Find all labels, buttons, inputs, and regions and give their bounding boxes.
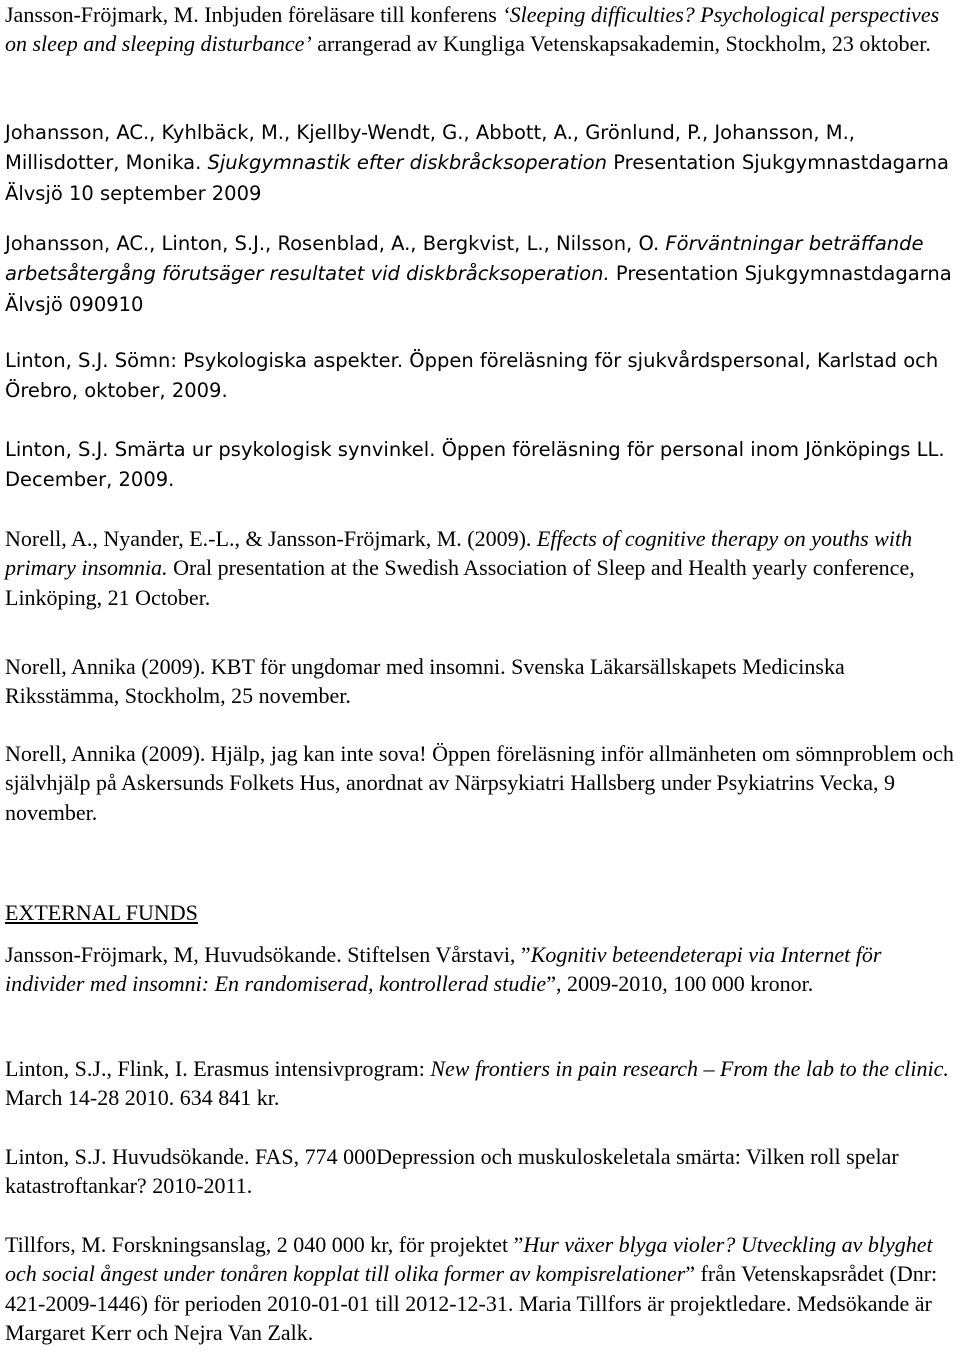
fund-entry <box>5 1230 955 1347</box>
reference-entry <box>5 434 955 495</box>
reference-text: Linton, S.J. Sömn: Psykologiska aspekter. Öppen föreläsning för sjukvårdspersonal, Karlstad och Örebro, oktober, 2009. <box>5 349 939 403</box>
fund-text: ”, 2009-2010, 100 000 kronor. <box>546 971 814 997</box>
reference-entry <box>5 228 955 319</box>
reference-entry <box>5 0 955 59</box>
reference-entry <box>5 524 955 612</box>
reference-entry <box>5 345 955 406</box>
fund-text: March 14-28 2010. 634 841 kr. <box>5 1085 280 1111</box>
reference-text: arrangerad av Kungliga Vetenskapsakademin, Stockholm, 23 oktober. <box>311 31 931 57</box>
fund-entry <box>5 1054 955 1113</box>
fund-title: Kognitiv beteendeterapi via Internet för individer med insomni: En randomiserad, kontrollerad studie <box>5 942 882 997</box>
reference-text: Norell, Annika (2009). Hjälp, jag kan inte sova! Öppen föreläsning inför allmänheten om sömnproblem och självhjälp på Askersunds Folkets Hus, anordnat av Närpsykiatri Hallsberg under Psykiatrins Vecka, 9 november. <box>5 741 954 825</box>
reference-title: Förväntningar beträffande arbetsåtergång förutsäger resultatet vid diskbråcksoperation. <box>5 232 924 286</box>
reference-title: Sjukgymnastik efter diskbråcksoperation <box>207 151 607 175</box>
reference-text: Oral presentation at the Swedish Association of Sleep and Health yearly conference, Linköping, 21 October. <box>5 555 915 610</box>
fund-text: Jansson-Fröjmark, M, Huvudsökande. Stiftelsen Vårstavi, ” <box>5 942 531 967</box>
fund-entry <box>5 940 955 999</box>
reference-text: Jansson-Fröjmark, M. Inbjuden föreläsare till konferens <box>5 2 503 27</box>
reference-text: Norell, Annika (2009). KBT för ungdomar med insomni. Svenska Läkarsällskapets Medicinska Riksstämma, Stockholm, 25 november. <box>5 654 845 709</box>
fund-title: Hur växer blyga violer? Utveckling av blyghet och social ångest under tonåren kopplat till olika former av kompisrelationer <box>5 1232 933 1287</box>
fund-text: Linton, S.J., Flink, I. Erasmus intensivprogram: <box>5 1056 431 1081</box>
reference-text: Presentation Sjukgymnastdagarna Älvsjö 10 september 2009 <box>5 151 949 205</box>
reference-entry <box>5 117 955 208</box>
fund-text: Linton, S.J. Huvudsökande. FAS, 774 000Depression och muskuloskeletala smärta: Vilken roll spelar katastroftankar? 2010-2011. <box>5 1144 899 1199</box>
reference-text: Johansson, AC., Kyhlbäck, M., Kjellby-Wendt, G., Abbott, A., Grönlund, P., Johansson, M., Millisdotter, Monika. <box>5 121 855 175</box>
reference-entry <box>5 652 955 711</box>
fund-text: Tillfors, M. Forskningsanslag, 2 040 000 kr, för projektet ” <box>5 1232 524 1257</box>
fund-entry <box>5 1142 955 1201</box>
reference-text: Norell, A., Nyander, E.-L., & Jansson-Fröjmark, M. (2009). <box>5 526 537 551</box>
reference-entry <box>5 739 955 827</box>
reference-text: Presentation Sjukgymnastdagarna Älvsjö 090910 <box>5 262 952 316</box>
fund-title: New frontiers in pain research – From the lab to the clinic. <box>430 1056 949 1081</box>
reference-text: Linton, S.J. Smärta ur psykologisk synvinkel. Öppen föreläsning för personal inom Jönköpings LL. December, 2009. <box>5 438 945 492</box>
reference-text: Johansson, AC., Linton, S.J., Rosenblad, A., Bergkvist, L., Nilsson, O. <box>5 232 666 255</box>
section-heading-external-funds: EXTERNAL FUNDS <box>5 900 198 925</box>
reference-title: ‘Sleeping difficulties? Psychological perspectives on sleep and sleeping disturbance’ <box>5 2 940 57</box>
fund-text: ” från Vetenskapsrådet (Dnr: 421-2009-1446) för perioden 2010-01-01 till 2012-12-31. Maria Tillfors är projektledare. Medsökande är Margaret Kerr och Nejra Van Zalk. <box>5 1261 938 1345</box>
reference-title: Effects of cognitive therapy on youths with primary insomnia. <box>5 526 913 581</box>
